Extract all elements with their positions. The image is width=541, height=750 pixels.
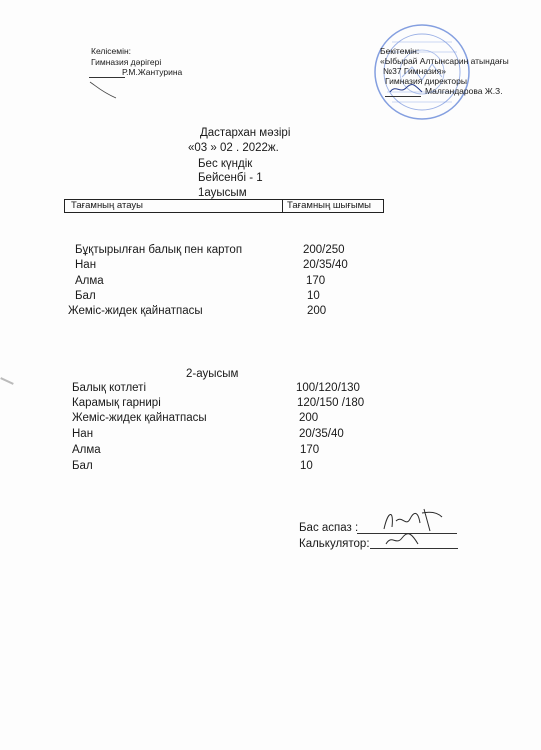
scan-edge-mark xyxy=(0,377,14,385)
list-item-name: Бал xyxy=(72,460,93,472)
list-item-name: Бал xyxy=(75,290,96,302)
approval-right-school-name: «Ыбырай Алтынсарин атындағы xyxy=(380,56,509,66)
list-item-portion: 10 xyxy=(307,290,320,302)
approval-left-name: Р.М.Жантурина xyxy=(122,67,183,77)
list-item-portion: 100/120/130 xyxy=(296,382,360,394)
list-item-name: Жеміс-жидек қайнатпасы xyxy=(72,412,207,424)
menu-day-name: Бейсенбі - 1 xyxy=(198,172,263,184)
header-portion: Тағамның шығымы xyxy=(287,200,372,211)
list-item-name: Нан xyxy=(75,259,97,271)
header-dish-name: Тағамның атауы xyxy=(65,200,283,212)
approval-left-role: Гимназия дәрігері xyxy=(91,57,162,67)
menu-header-table xyxy=(64,199,384,213)
list-item-portion: 170 xyxy=(300,444,320,456)
list-item-name: Балық котлеті xyxy=(72,382,147,394)
menu-shift1-label: 1ауысым xyxy=(198,187,247,199)
approval-right-school-number: №37 Гимназия» xyxy=(383,66,446,76)
list-item-name: Бұқтырылған балық пен картоп xyxy=(75,244,243,256)
list-item-portion: 120/150 /180 xyxy=(297,397,365,409)
calculator-label: Калькулятор: xyxy=(299,538,370,550)
approval-right-role: Гимназия директоры xyxy=(385,76,467,86)
calculator-signature xyxy=(382,530,422,550)
list-item-name: Нан xyxy=(72,428,94,440)
list-item-name: Алма xyxy=(72,444,101,456)
list-item-portion: 200/250 xyxy=(303,244,345,256)
director-signature xyxy=(388,80,424,98)
menu-days: Бес күндік xyxy=(198,158,253,170)
list-item-portion: 20/35/40 xyxy=(299,428,344,440)
list-item-portion: 200 xyxy=(307,305,327,317)
list-item-portion: 20/35/40 xyxy=(303,259,348,271)
approval-left-check-mark xyxy=(88,74,118,100)
approval-right-name: Малгандарова Ж.З. xyxy=(425,86,503,96)
menu-title: Дастархан мәзірі xyxy=(200,127,291,139)
approval-right-label: Бекітемін: xyxy=(380,46,420,56)
list-item-name: Жеміс-жидек қайнатпасы xyxy=(68,305,203,317)
list-item-portion: 10 xyxy=(300,460,313,472)
menu-date: «03 » 02 . 2022ж. xyxy=(188,142,279,154)
chef-label: Бас аспаз : xyxy=(299,522,359,534)
list-item-portion: 200 xyxy=(299,412,319,424)
list-item-name: Карамық гарнирі xyxy=(72,397,161,409)
menu-shift2-label: 2-ауысым xyxy=(186,368,239,380)
list-item-portion: 170 xyxy=(306,275,326,287)
approval-left-label: Келісемін: xyxy=(91,46,132,56)
list-item-name: Алма xyxy=(75,275,104,287)
